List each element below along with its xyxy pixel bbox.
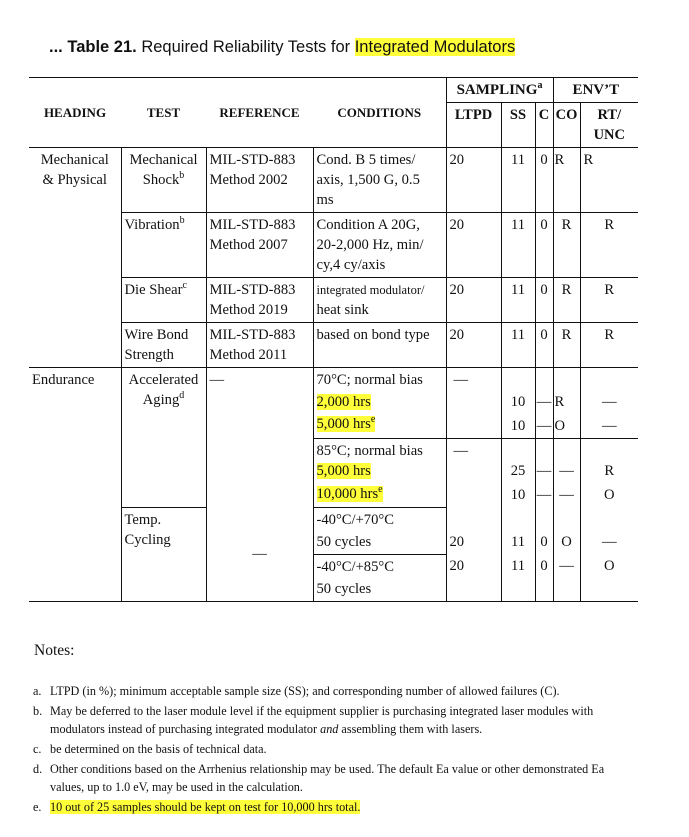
heading-mech-physical (29, 148, 121, 368)
table-title-highlight: Integrated Modulators (354, 38, 516, 56)
rt-cell (580, 439, 638, 508)
co-value: O (554, 418, 566, 434)
cond-line: 20-2,000 Hz, min/ (316, 237, 424, 253)
co-value: — (559, 487, 574, 503)
co-cell (553, 368, 580, 439)
conditions-header: CONDITIONS (313, 78, 446, 148)
duration-highlight: 2,000 hrs (316, 394, 371, 410)
ltpd-cell: 20 (446, 323, 501, 368)
sampling-label: SAMPLING (456, 82, 538, 98)
table-title-text: Required Reliability Tests for (141, 38, 351, 56)
cond-line: -40°C/+85°C (316, 558, 394, 575)
note-text: May be deferred to the laser module level if the equipment supplier is purchasing integrated laser modules with modulators instead of purchasing integrated modulator (50, 704, 594, 736)
c-cell: 0 (535, 213, 553, 278)
ref-temp-cycling: — (206, 507, 313, 601)
ss-cell: 11 (501, 507, 535, 554)
ltpd-header: LTPD (446, 103, 501, 148)
table-title (49, 38, 515, 57)
cond-temp-70 (313, 507, 446, 554)
cond-line (317, 414, 443, 434)
note-ref: b (179, 215, 185, 227)
cond-line: 70°C; normal bias (316, 372, 423, 388)
ref-line: MIL-STD-883 (209, 327, 296, 343)
ref-line: MIL-STD-883 (209, 282, 296, 298)
test-line (125, 390, 203, 410)
ss-cell: 11 (501, 554, 535, 601)
table-row-wire-bond (29, 323, 638, 368)
rt-cell (580, 368, 638, 439)
note-label: e. (33, 800, 42, 814)
note-label: c. (33, 742, 42, 756)
ss-value: 10 (510, 487, 526, 503)
test-line: Strength (124, 347, 174, 363)
duration-highlight (317, 486, 383, 502)
test-line: Accelerated (128, 372, 199, 388)
c-cell (535, 439, 553, 508)
note-text: be determined on the basis of technical data. (50, 742, 267, 756)
rt-value: R (604, 463, 615, 479)
table-row-mech-shock (29, 148, 638, 213)
cond-line: Cond. B 5 times/ (316, 152, 416, 168)
test-line: Cycling (124, 531, 171, 548)
rt-value: O (604, 487, 615, 503)
ss-cell: 11 (501, 213, 535, 278)
cond-mech-shock (313, 148, 446, 213)
c-cell: 0 (535, 507, 553, 554)
co-cell: R (553, 213, 580, 278)
cond-line: heat sink (316, 302, 369, 318)
spacer (555, 370, 579, 392)
rt-cell: R (580, 323, 638, 368)
rt-cell: — (601, 534, 617, 550)
co-cell: R (553, 148, 580, 213)
cond-wire-bond: based on bond type (313, 323, 446, 368)
ltpd-cell (446, 439, 501, 508)
cond-line: ms (316, 192, 334, 208)
note-emphasis: and (320, 722, 339, 736)
ltpd-cell: 20 (446, 507, 501, 554)
rt-cell: R (580, 278, 638, 323)
rt-cell: R (583, 152, 594, 168)
spacer (505, 441, 532, 461)
note-text: LTPD (in %); minimum acceptable sample size (SS); and corresponding number of allowed failures (C). (50, 684, 560, 698)
reference-header: REFERENCE (206, 78, 313, 148)
note-e (30, 798, 640, 816)
table-row-aging-70 (29, 368, 638, 439)
duration-highlight (317, 416, 376, 432)
ref-line: Method 2002 (209, 172, 288, 188)
ref-line: Method 2019 (209, 302, 288, 318)
cond-line: -40°C/+70°C (316, 511, 394, 528)
test-die-shear (121, 278, 206, 323)
ltpd-cell: 20 (446, 213, 501, 278)
ss-value: 10 (510, 418, 526, 434)
cond-line: integrated modulator/ (316, 283, 425, 297)
co-value: R (554, 394, 565, 410)
test-word: Shock (142, 172, 180, 188)
ltpd-cell: 20 (446, 148, 501, 213)
co-cell (553, 439, 580, 508)
rt-cell: R (580, 213, 638, 278)
co-cell: — (553, 554, 580, 601)
note-a (30, 682, 640, 700)
sampling-note-ref: a (537, 80, 543, 91)
duration-text: 10,000 hrs (316, 486, 379, 502)
cond-line: 50 cycles (316, 533, 372, 550)
test-line: Wire Bond (124, 327, 189, 343)
table-row-die-shear (29, 278, 638, 323)
ltpd-value: — (453, 372, 469, 388)
cond-vibration (313, 213, 446, 278)
spacer (537, 441, 552, 461)
ss-cell (501, 368, 535, 439)
ref-accelerated-aging: — (206, 368, 313, 508)
rt-unc-header (580, 103, 638, 148)
c-cell: 0 (535, 278, 553, 323)
co-cell: R (553, 323, 580, 368)
table-row-temp-cycling-70 (29, 507, 638, 554)
test-line: Mechanical (129, 152, 198, 168)
cond-line: 85°C; normal bias (316, 443, 423, 459)
note-ref: b (179, 170, 185, 182)
ref-line: MIL-STD-883 (209, 217, 296, 233)
ref-vibration (206, 213, 313, 278)
cond-line: 50 cycles (316, 580, 372, 597)
header-row-1 (29, 78, 638, 103)
test-header: TEST (121, 78, 206, 148)
co-cell: R (553, 278, 580, 323)
test-wire-bond (121, 323, 206, 368)
cond-line: cy,4 cy/axis (316, 257, 386, 273)
ltpd-value: — (453, 443, 469, 459)
ref-line: MIL-STD-883 (209, 152, 296, 168)
table-number: ... Table 21. (49, 38, 137, 56)
co-header: CO (553, 103, 580, 148)
cond-line: Condition A 20G, (316, 217, 420, 233)
note-text: assembling them with lasers. (341, 722, 483, 736)
c-value: — (536, 394, 552, 410)
cond-line (317, 392, 443, 412)
c-value: — (536, 463, 552, 479)
table-row-vibration (29, 213, 638, 278)
test-line: Temp. (124, 511, 162, 528)
test-mech-shock (121, 148, 206, 213)
c-cell: 0 (535, 554, 553, 601)
cond-die-shear (313, 278, 446, 323)
rt-cell: O (580, 554, 638, 601)
duration-highlight: 5,000 hrs (316, 463, 371, 479)
ref-die-shear (206, 278, 313, 323)
c-value: — (536, 487, 552, 503)
note-d (30, 760, 640, 796)
note-c (30, 740, 640, 758)
ltpd-cell: 20 (446, 278, 501, 323)
spacer (584, 441, 636, 461)
reliability-table (29, 77, 638, 602)
unc-label: UNC (593, 127, 625, 143)
cond-line (317, 484, 443, 504)
cond-line (317, 461, 443, 481)
heading-line: & Physical (42, 172, 107, 188)
test-vibration (121, 213, 206, 278)
c-header: C (535, 103, 553, 148)
ss-value: 10 (510, 394, 526, 410)
rt-value: — (601, 394, 617, 410)
note-text-highlight: 10 out of 25 samples should be kept on test for 10,000 hrs total. (50, 800, 361, 814)
heading-endurance: Endurance (29, 368, 121, 602)
test-accelerated-aging (121, 368, 206, 508)
heading-line: Mechanical (40, 152, 109, 168)
co-cell: O (553, 507, 580, 554)
rt-value: — (601, 418, 617, 434)
cond-temp-85 (313, 554, 446, 601)
c-cell: 0 (535, 148, 553, 213)
cond-aging-85 (313, 439, 446, 508)
note-b (30, 702, 640, 738)
notes-list (30, 682, 640, 818)
ss-cell: 11 (501, 148, 535, 213)
co-value: — (559, 463, 574, 479)
ss-cell: 11 (501, 323, 535, 368)
ref-line: Method 2007 (209, 237, 288, 253)
envt-header: ENV’T (553, 78, 638, 103)
ref-line: Method 2011 (209, 347, 288, 363)
note-text: Other conditions based on the Arrhenius relationship may be used. The default Ea value or other demonstrated Ea values, up to 1.0 eV, may be used in the calculation. (50, 762, 605, 794)
spacer (555, 441, 579, 461)
ss-cell: 11 (501, 278, 535, 323)
spacer (505, 370, 532, 392)
sampling-header (446, 78, 553, 103)
note-label: b. (33, 704, 43, 718)
note-ref: d (179, 390, 185, 402)
cond-aging-70 (313, 368, 446, 439)
test-word: Vibration (124, 217, 180, 233)
c-value: — (536, 418, 552, 434)
ref-mech-shock (206, 148, 313, 213)
duration-text: 5,000 hrs (316, 416, 371, 432)
ltpd-cell (446, 368, 501, 439)
cond-line: axis, 1,500 G, 0.5 (316, 172, 420, 188)
ss-cell (501, 439, 535, 508)
spacer (537, 370, 552, 392)
test-temp-cycling (121, 507, 206, 601)
note-ref: e (378, 484, 383, 496)
c-cell (535, 368, 553, 439)
ltpd-cell: 20 (446, 554, 501, 601)
test-word: Aging (142, 392, 180, 408)
rt-label: RT/ (597, 107, 622, 123)
heading-header: HEADING (29, 78, 121, 148)
ss-value: 25 (510, 463, 526, 479)
c-cell: 0 (535, 323, 553, 368)
ref-wire-bond (206, 323, 313, 368)
notes-title: Notes: (34, 642, 75, 659)
spacer (584, 370, 636, 392)
test-line (125, 170, 203, 190)
test-word: Die Shear (124, 282, 183, 298)
note-label: d. (33, 762, 43, 776)
note-ref: e (370, 414, 376, 426)
ss-header: SS (501, 103, 535, 148)
note-ref: c (182, 280, 187, 292)
note-label: a. (33, 684, 42, 698)
